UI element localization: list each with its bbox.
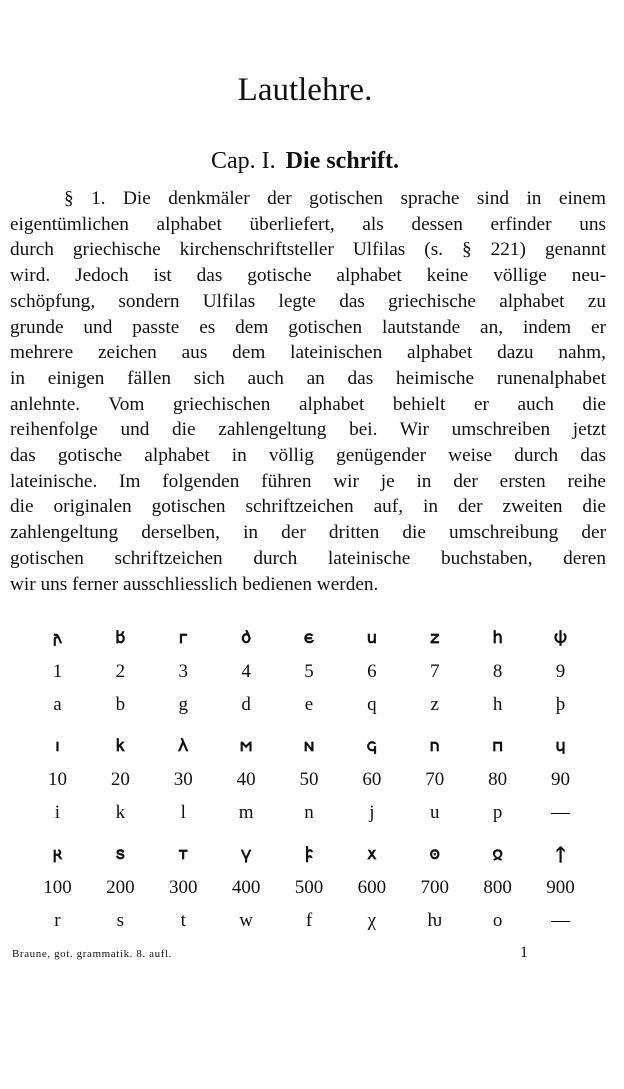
- numeric-value: 80: [488, 769, 508, 790]
- text-line: das gotische alphabet in völlig genügender weise durch das: [10, 445, 606, 467]
- numeric-value: 3: [178, 661, 188, 682]
- text-line: wird. Jedoch ist das gotische alphabet keine völlige neu-: [10, 265, 606, 287]
- numeric-value: 4: [241, 661, 251, 682]
- text-line: wir uns ferner ausschliesslich bedienen werden.: [10, 573, 379, 595]
- numeric-value: 100: [43, 877, 72, 898]
- gothic-glyph: 𐌹: [55, 736, 60, 756]
- gothic-glyph: 𐌳: [241, 628, 251, 648]
- block-gap: [26, 829, 592, 838]
- latin-transcription: h: [492, 694, 503, 715]
- footer-signature: Braune, got. grammatik. 8. aufl.: [12, 948, 173, 960]
- gothic-glyph: 𐌿: [429, 736, 440, 756]
- gothic-glyph: 𐌶: [430, 628, 440, 648]
- numeric-value: 600: [357, 877, 387, 898]
- latin-transcription: t: [180, 910, 186, 931]
- numeric-value: 900: [546, 877, 575, 898]
- latin-transcription: a: [53, 694, 62, 715]
- latin-transcription: l: [180, 802, 186, 823]
- numeric-value: 7: [430, 661, 440, 682]
- latin-transcription: r: [54, 910, 61, 931]
- numeric-value: 8: [492, 661, 503, 682]
- gothic-glyph: 𐌾: [366, 736, 377, 756]
- page-number: 1: [520, 944, 528, 961]
- numeric-value: 70: [425, 769, 445, 790]
- latin-transcription: —: [551, 910, 571, 931]
- gothic-glyph: 𐍇: [367, 844, 377, 864]
- gothic-glyph: 𐍈: [429, 844, 440, 864]
- latin-transcription: d: [241, 694, 251, 715]
- latin-transcription: u: [430, 802, 440, 823]
- numeric-value: 40: [236, 769, 256, 790]
- text-line: anlehnte. Vom griechischen alphabet behielt er auch die: [10, 393, 606, 415]
- latin-transcription: —: [551, 802, 571, 823]
- numeric-value: 30: [173, 769, 193, 790]
- gothic-glyph: 𐌲: [179, 628, 188, 648]
- latin-transcription: q: [367, 694, 377, 715]
- numeric-value: 60: [362, 769, 382, 790]
- text-line: gotischen schriftzeichen durch lateinische buchstaben, deren: [10, 547, 606, 569]
- gothic-glyph: 𐌰: [52, 628, 62, 648]
- text-line: schöpfung, sondern Ulfilas legte das griechische alphabet zu: [10, 290, 606, 312]
- latin-transcription: m: [238, 802, 254, 823]
- latin-transcription: w: [239, 910, 253, 931]
- gothic-alphabet-table: [26, 622, 592, 937]
- latin-transcription: k: [115, 802, 126, 823]
- text-line: die originalen gotischen schriftzeichen auf, in der zweiten die: [10, 496, 606, 518]
- gothic-glyph: 𐌼: [239, 736, 253, 756]
- gothic-glyph: 𐍉: [492, 844, 503, 864]
- gothic-glyph: 𐌸: [554, 628, 567, 648]
- gothic-glyph: 𐌵: [366, 628, 377, 648]
- gothic-glyph: 𐍊: [556, 844, 565, 864]
- chapter-heading: [0, 148, 610, 175]
- latin-transcription: ƕ: [427, 910, 443, 931]
- gothic-glyph: 𐍀: [492, 736, 503, 756]
- latin-transcription: p: [492, 802, 503, 823]
- numeric-value: 300: [168, 877, 198, 898]
- gothic-glyph: 𐍆: [305, 844, 313, 864]
- gothic-glyph: 𐍄: [178, 844, 188, 864]
- numeric-value: 10: [47, 769, 67, 790]
- text-line: zahlengeltung derselben, in der dritten die umschreibung der: [10, 522, 606, 544]
- numeric-value: 400: [231, 877, 261, 898]
- gothic-glyph: 𐌷: [492, 628, 503, 648]
- latin-transcription: z: [430, 694, 439, 715]
- latin-transcription: s: [116, 910, 125, 931]
- latin-transcription: j: [369, 802, 375, 823]
- numeric-value: 5: [304, 661, 314, 682]
- text-line: grunde und passte es dem gotischen lautstande an, indem er: [10, 316, 606, 338]
- gothic-glyph: 𐍅: [240, 844, 252, 864]
- gothic-glyph: 𐌽: [303, 736, 315, 756]
- paragraph-1: [10, 186, 606, 597]
- latin-transcription: b: [115, 694, 126, 715]
- numeric-value: 9: [555, 661, 566, 682]
- page-title: Lautlehre.: [237, 72, 373, 108]
- gothic-glyph: 𐍂: [52, 844, 63, 864]
- numeric-value: 700: [420, 877, 450, 898]
- text-line: mehrere zeichen aus dem lateinischen alphabet dazu nahm,: [10, 342, 606, 364]
- text-line: § 1. Die denkmäler der gotischen sprache sind in einem: [64, 188, 606, 209]
- numeric-value: 2: [115, 661, 126, 682]
- gothic-glyph: 𐍃: [116, 844, 125, 864]
- gothic-glyph: 𐌺: [115, 736, 125, 756]
- numeric-value: 6: [367, 661, 377, 682]
- numeric-value: 200: [106, 877, 135, 898]
- numeric-value: 500: [294, 877, 324, 898]
- latin-transcription: g: [178, 694, 188, 715]
- chapter-label: Cap. I.: [211, 148, 276, 174]
- numeric-value: 20: [110, 769, 130, 790]
- numeric-value: 50: [299, 769, 319, 790]
- block-gap: [26, 721, 592, 730]
- latin-transcription: i: [54, 802, 61, 823]
- numeric-value: 1: [52, 661, 63, 682]
- numeric-value: 90: [551, 769, 571, 790]
- latin-transcription: f: [305, 910, 313, 931]
- text-line: in einigen fällen sich auch an das heimische runenalphabet: [10, 367, 606, 389]
- text-line: eigentümlichen alphabet überliefert, als dessen erfinder uns: [10, 213, 606, 235]
- gothic-glyph: 𐌱: [115, 628, 126, 648]
- latin-transcription: e: [304, 694, 314, 715]
- latin-transcription: o: [492, 910, 503, 931]
- latin-transcription: n: [304, 802, 314, 823]
- latin-transcription: þ: [555, 694, 566, 715]
- numeric-value: 800: [483, 877, 512, 898]
- gothic-glyph: 𐍁: [555, 736, 566, 756]
- text-line: reihenfolge und die zahlengeltung bei. Wir umschreiben jetzt: [10, 419, 606, 441]
- text-line: durch griechische kirchenschriftsteller Ulfilas (s. § 221) genannt: [10, 239, 606, 261]
- gothic-glyph: 𐌻: [178, 736, 189, 756]
- chapter-title: Die schrift.: [285, 148, 399, 174]
- gothic-glyph: 𐌴: [303, 628, 315, 648]
- text-line: lateinische. Im folgenden führen wir je in der ersten reihe: [10, 470, 606, 492]
- latin-transcription: χ: [367, 910, 377, 931]
